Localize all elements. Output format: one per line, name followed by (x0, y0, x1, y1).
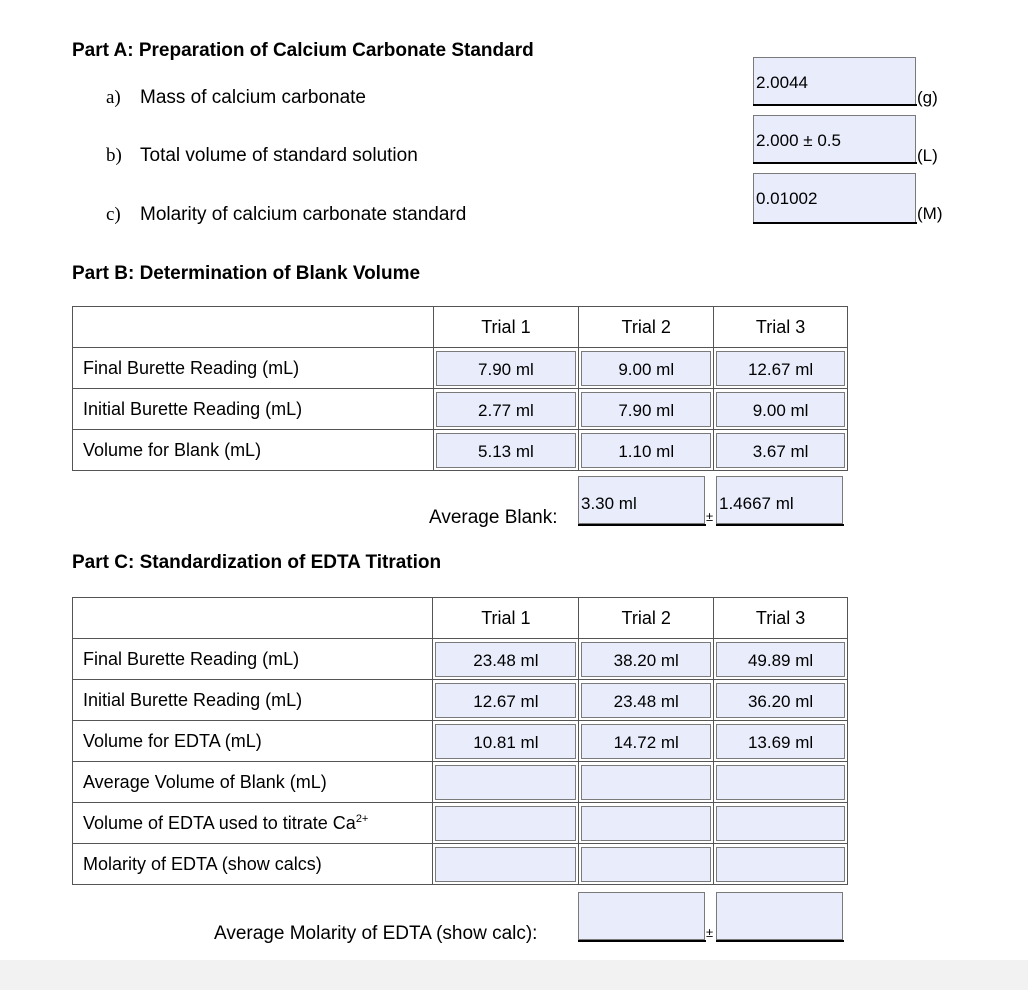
row-label: Final Burette Reading (mL) (73, 348, 434, 389)
input-cell[interactable] (435, 847, 576, 882)
average-blank-field[interactable] (578, 476, 705, 524)
page-bottom-band (0, 960, 1028, 990)
row-label: Molarity of EDTA (show calcs) (73, 844, 433, 885)
item-marker: c) (106, 204, 121, 225)
input-cell[interactable]: 12.67 ml (435, 683, 576, 718)
input-cell[interactable]: 5.13 ml (436, 433, 577, 468)
plus-minus-symbol: ± (706, 925, 714, 940)
row-label: Initial Burette Reading (mL) (73, 680, 433, 721)
item-label: Total volume of standard solution (140, 145, 418, 166)
table-row (73, 803, 848, 844)
item-marker: a) (106, 87, 121, 108)
input-cell[interactable] (435, 806, 576, 841)
volume-field[interactable] (753, 115, 916, 163)
header-trial-2: Trial 2 (579, 307, 714, 348)
header-empty-cell (73, 598, 433, 639)
item-marker: b) (106, 145, 122, 166)
table-row (73, 680, 848, 721)
header-empty-cell (73, 307, 434, 348)
table-row (73, 721, 848, 762)
input-cell[interactable]: 2.77 ml (436, 392, 577, 427)
row-label-text: Volume of EDTA used to titrate Ca (83, 812, 356, 833)
row-label: Volume for Blank (mL) (73, 430, 434, 471)
row-label: Final Burette Reading (mL) (73, 639, 433, 680)
input-cell[interactable]: 9.00 ml (581, 351, 711, 386)
input-cell[interactable]: 14.72 ml (581, 724, 711, 759)
input-cell[interactable]: 1.10 ml (581, 433, 711, 468)
input-cell[interactable]: 7.90 ml (581, 392, 711, 427)
plus-minus-symbol: ± (706, 509, 714, 524)
input-cell[interactable]: 23.48 ml (435, 642, 576, 677)
table-row (73, 762, 848, 803)
header-trial-1: Trial 1 (433, 307, 579, 348)
molarity-value: 0.01002 (756, 189, 818, 208)
header-trial-2: Trial 2 (579, 598, 714, 639)
header-trial-3: Trial 3 (714, 307, 848, 348)
row-label: Initial Burette Reading (mL) (73, 389, 434, 430)
input-cell[interactable]: 10.81 ml (435, 724, 576, 759)
input-cell[interactable]: 7.90 ml (436, 351, 577, 386)
table-row (73, 348, 848, 389)
input-cell[interactable]: 13.69 ml (716, 724, 845, 759)
input-cell[interactable]: 3.67 ml (716, 433, 845, 468)
molarity-field[interactable] (753, 173, 916, 223)
input-cell[interactable] (581, 806, 711, 841)
table-row (73, 844, 848, 885)
input-cell[interactable] (435, 765, 576, 800)
blank-uncertainty-field[interactable] (716, 476, 843, 524)
row-label: Average Volume of Blank (mL) (73, 762, 433, 803)
row-label (73, 803, 433, 844)
input-cell[interactable]: 9.00 ml (716, 392, 845, 427)
input-cell[interactable]: 49.89 ml (716, 642, 845, 677)
input-cell[interactable]: 36.20 ml (716, 683, 845, 718)
table-row (73, 430, 848, 471)
part-b-heading: Part B: Determination of Blank Volume (72, 263, 421, 284)
input-cell[interactable]: 12.67 ml (716, 351, 845, 386)
item-label: Molarity of calcium carbonate standard (140, 204, 467, 225)
average-molarity-label: Average Molarity of EDTA (show calc): (214, 923, 538, 944)
part-c-heading: Part C: Standardization of EDTA Titration (72, 552, 442, 573)
row-label: Volume for EDTA (mL) (73, 721, 433, 762)
mass-unit: (g) (917, 88, 938, 107)
part-a-item-volume (106, 145, 418, 167)
volume-value: 2.000 ± 0.5 (756, 131, 841, 150)
mass-field[interactable] (753, 57, 916, 105)
volume-unit: (L) (917, 146, 938, 165)
header-trial-3: Trial 3 (714, 598, 848, 639)
header-trial-1: Trial 1 (433, 598, 579, 639)
input-cell[interactable]: 38.20 ml (581, 642, 711, 677)
input-cell[interactable] (716, 765, 845, 800)
input-cell[interactable] (581, 765, 711, 800)
average-molarity-field[interactable] (578, 892, 705, 940)
input-cell[interactable] (581, 847, 711, 882)
row-label-superscript: 2+ (355, 812, 369, 825)
part-a-item-molarity (106, 204, 466, 226)
molarity-unit: (M) (917, 204, 943, 223)
blank-volume-table (72, 306, 848, 471)
part-a-heading: Part A: Preparation of Calcium Carbonate Standard (72, 40, 534, 61)
input-cell[interactable] (716, 847, 845, 882)
molarity-uncertainty-field[interactable] (716, 892, 843, 940)
mass-value: 2.0044 (756, 73, 808, 92)
blank-uncertainty-value: 1.4667 ml (719, 494, 794, 513)
table-row (73, 639, 848, 680)
average-blank-value: 3.30 ml (581, 494, 637, 513)
average-blank-label: Average Blank: (429, 507, 558, 528)
table-row (73, 389, 848, 430)
edta-standardization-table (72, 597, 848, 885)
part-a-item-mass (106, 87, 366, 109)
input-cell[interactable] (716, 806, 845, 841)
item-label: Mass of calcium carbonate (140, 87, 366, 108)
input-cell[interactable]: 23.48 ml (581, 683, 711, 718)
